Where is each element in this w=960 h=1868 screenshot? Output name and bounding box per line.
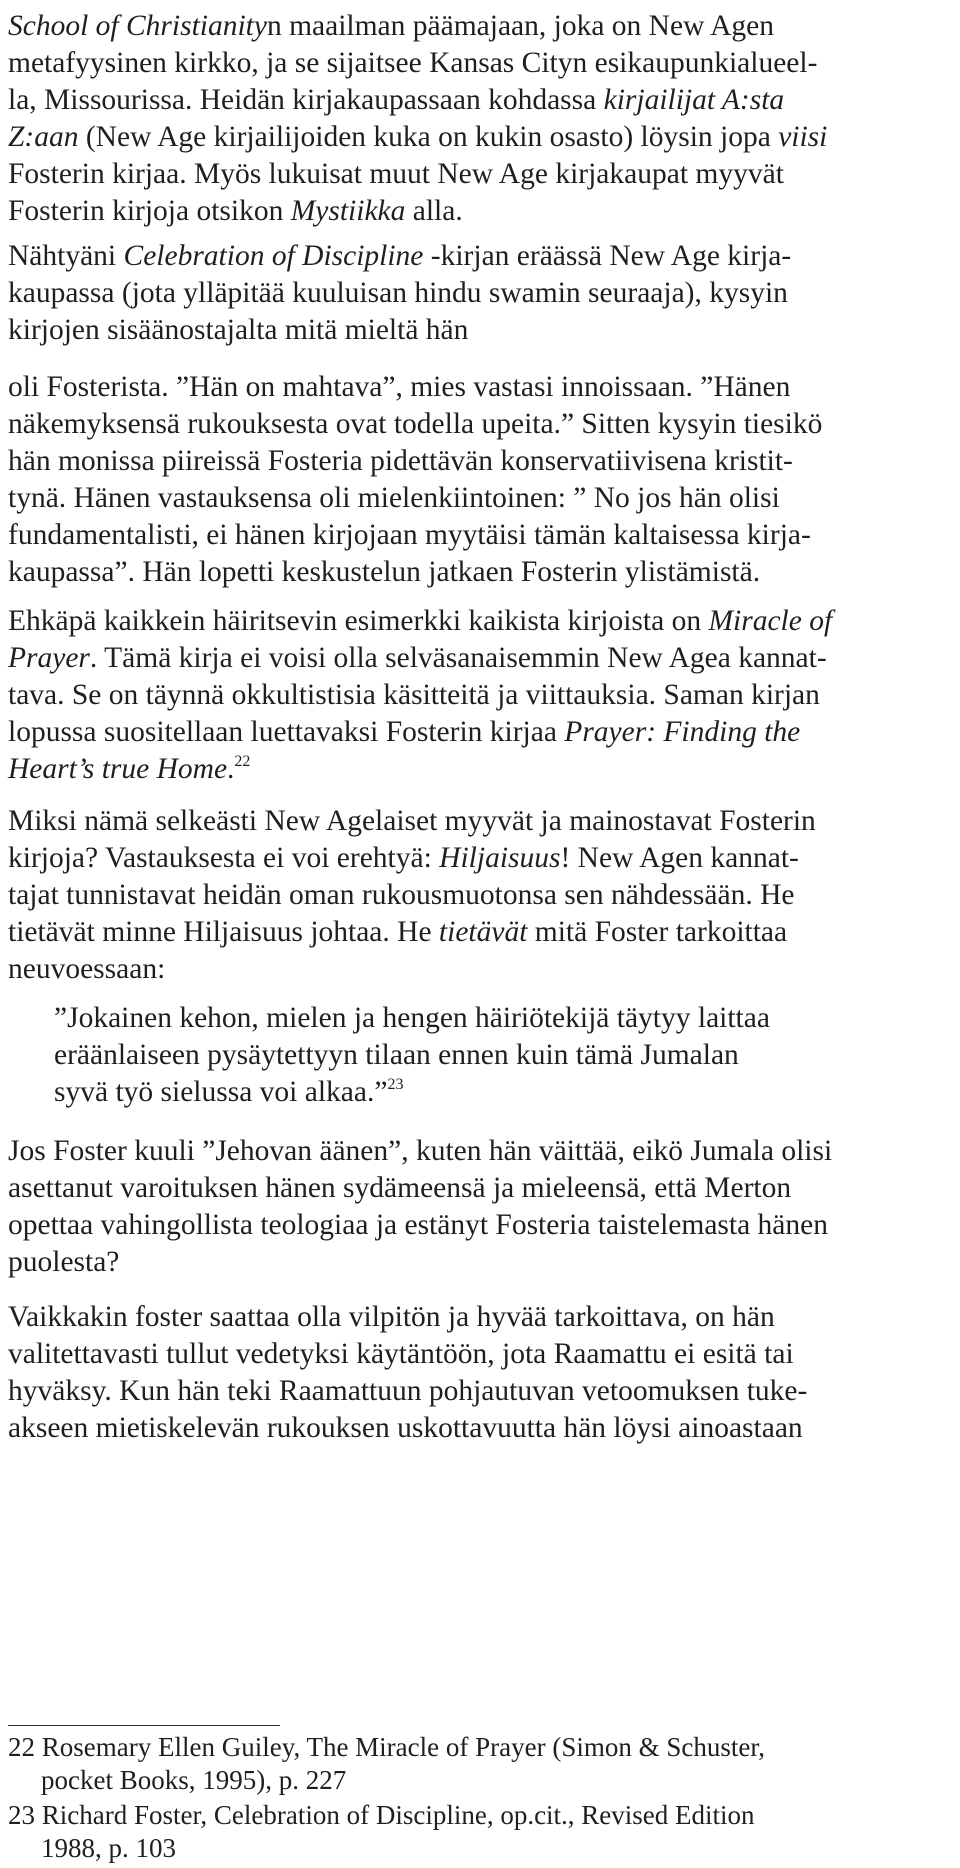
text-span: eräänlaiseen pysäytettyyn tilaan ennen kuin tämä Jumalan [54,1039,739,1071]
italic-text: Hiljaisuus [439,842,561,874]
text-line [8,82,953,119]
text-span: kaupassa”. Hän lopetti keskustelun jatkaen Fosterin ylistämistä. [8,556,761,588]
text-span: kirjojen sisäänostajalta mitä mieltä hän [8,314,469,346]
text-span: neuvoessaan: [8,953,166,985]
footnote-line: 23 Richard Foster, Celebration of Discipline, op.cit., Revised Edition [8,1800,755,1830]
text-line [8,677,953,714]
text-line [8,238,953,275]
italic-text: School of Christianity [8,10,267,42]
block-quote [8,1000,953,1115]
text-line [8,714,953,751]
text-span: valitettavasti tullut vedetyksi käytäntöön, jota Raamattu ei esitä tai [8,1338,794,1370]
italic-text: Z:aan [8,121,79,153]
footnote-ref: 23 [387,1076,404,1093]
text-line [8,951,953,988]
text-line [8,1336,953,1373]
text-span: mitä Foster tarkoittaa [527,916,788,948]
text-span: Jos Foster kuuli ”Jehovan äänen”, kuten hän väittää, eikö Jumala olisi [8,1135,833,1167]
text-span: ! New Agen kannat- [560,842,799,874]
text-span: Nähtyäni [8,240,124,272]
text-line [8,45,953,82]
text-line [8,803,953,840]
paragraph [8,1133,953,1281]
text-span: asettanut varoituksen hänen sydämeensä ja mieleensä, että Merton [8,1172,792,1204]
text-line [8,1170,953,1207]
text-span: tynä. Hänen vastauksensa oli mielenkiintoinen: ” No jos hän olisi [8,482,780,514]
text-span: tajat tunnistavat heidän oman rukousmuotonsa sen nähdessään. He [8,879,795,911]
italic-text: Prayer: Finding the [564,716,801,748]
footnote-ref: 22 [234,753,251,770]
text-span: Miksi nämä selkeästi New Agelaiset myyvät ja mainostavat Fosterin [8,805,816,837]
text-line [8,1000,953,1037]
text-line [8,603,953,640]
italic-text: Celebration of Discipline [123,240,424,272]
paragraph [8,369,953,591]
text-span: . [227,753,235,785]
text-line [8,1133,953,1170]
text-line [8,443,953,480]
paragraph [8,8,953,230]
footnote-rule [8,1725,280,1726]
paragraph [8,603,953,792]
italic-text: Heart’s true Home [8,753,228,785]
text-line [8,1037,953,1074]
text-line [8,193,953,230]
footnote-line: pocket Books, 1995), p. 227 [41,1765,347,1795]
text-span: tietävät minne Hiljaisuus johtaa. He [8,916,439,948]
text-span: -kirjan eräässä New Age kirja- [423,240,792,272]
text-span: hän monissa piireissä Fosteria pidettävän konservatiivisena kristit- [8,445,793,477]
text-line [8,877,953,914]
text-line [8,369,953,406]
paragraph [8,238,953,349]
text-span: lopussa suositellaan luettavaksi Fosterin kirjaa [8,716,565,748]
text-span: kaupassa (jota ylläpitää kuuluisan hindu swamin seuraaja), kysyin [8,277,788,309]
text-span: la, Missourissa. Heidän kirjakaupassaan kohdassa [8,84,604,116]
text-span: . Tämä kirja ei voisi olla selväsanaisemmin New Agea kannat- [89,642,827,674]
text-line [8,640,953,677]
text-span: Vaikkakin foster saattaa olla vilpitön ja hyvää tarkoittava, on hän [8,1301,775,1333]
text-span: Fosterin kirjoja otsikon [8,195,291,227]
text-span: akseen mietiskelevän rukouksen uskottavuutta hän löysi ainoastaan [8,1412,803,1444]
italic-text: Mystiikka [290,195,406,227]
text-line [8,1207,953,1244]
text-line [8,1074,953,1115]
text-span: syvä työ sielussa voi alkaa.” [54,1076,388,1108]
paragraph [8,1299,953,1447]
footnote-line: 1988, p. 103 [41,1833,176,1863]
text-span: (New Age kirjailijoiden kuka on kukin osasto) löysin jopa [78,121,779,153]
italic-text: tietävät [438,916,528,948]
text-line [8,8,953,45]
italic-text: viisi [778,121,828,153]
text-span: fundamentalisti, ei hänen kirjojaan myytäisi tämän kaltaisessa kirja- [8,519,811,551]
text-span: Fosterin kirjaa. Myös lukuisat muut New Age kirjakaupat myyvät [8,158,784,190]
text-span: puolesta? [8,1246,120,1278]
text-line [8,554,953,591]
footnote-line: 22 Rosemary Ellen Guiley, The Miracle of Prayer (Simon & Schuster, [8,1732,766,1762]
text-span: metafyysinen kirkko, ja se sijaitsee Kansas Cityn esikaupunkialueel- [8,47,818,79]
text-line [8,517,953,554]
footnote [8,1799,953,1865]
paragraph [8,803,953,988]
italic-text: Miracle of [708,605,833,637]
text-span: ”Jokainen kehon, mielen ja hengen häiriötekijä täytyy laittaa [54,1002,770,1034]
text-span: hyväksy. Kun hän teki Raamattuun pohjautuvan vetoomuksen tuke- [8,1375,808,1407]
text-line [8,840,953,877]
italic-text: Prayer [8,642,90,674]
text-line [8,1244,953,1281]
text-line [8,119,953,156]
footnote [8,1731,953,1797]
text-span: alla. [405,195,463,227]
text-line [8,1410,953,1447]
text-span: Ehkäpä kaikkein häiritsevin esimerkki kaikista kirjoista on [8,605,709,637]
text-line [8,1373,953,1410]
text-line [8,312,953,349]
text-span: opettaa vahingollista teologiaa ja estänyt Fosteria taistelemasta hänen [8,1209,828,1241]
text-line [8,1299,953,1336]
text-span: n maailman päämajaan, joka on New Agen [266,10,775,42]
text-line [8,751,953,792]
text-line [8,406,953,443]
text-line [8,156,953,193]
text-span: tava. Se on täynnä okkultistisia käsitteitä ja viittauksia. Saman kirjan [8,679,820,711]
text-span: oli Fosterista. ”Hän on mahtava”, mies vastasi innoissaan. ”Hänen [8,371,791,403]
text-line [8,275,953,312]
text-span: näkemyksensä rukouksesta ovat todella upeita.” Sitten kysyin tiesikö [8,408,823,440]
text-span: kirjoja? Vastauksesta ei voi erehtyä: [8,842,440,874]
italic-text: kirjailijat A:sta [603,84,785,116]
text-line [8,480,953,517]
text-line [8,914,953,951]
